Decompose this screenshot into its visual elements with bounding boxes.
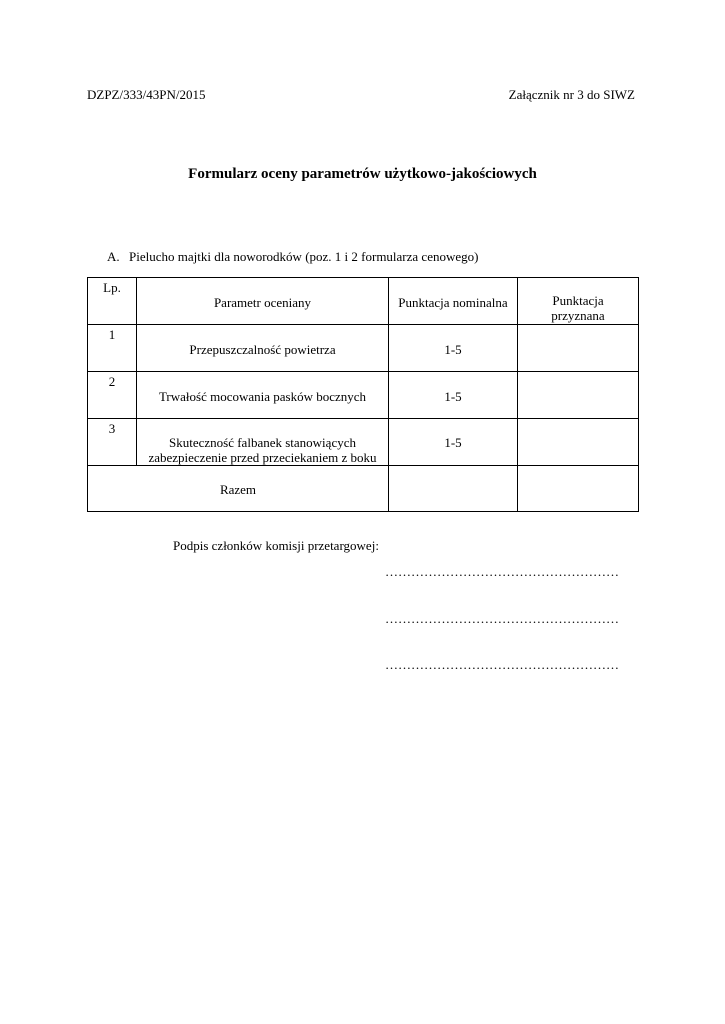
row-lp: 3 <box>88 419 137 466</box>
table-row <box>88 325 639 372</box>
total-nominal <box>389 466 518 512</box>
document-reference: DZPZ/333/43PN/2015 <box>87 87 206 102</box>
signature-line[interactable]: ……………………………………………… <box>385 564 619 579</box>
row-param: Skuteczność falbanek stanowiących zabezpieczenie przed przeciekaniem z boku <box>137 419 389 466</box>
header-nominal: Punktacja nominalna <box>389 278 518 325</box>
signature-label: Podpis członków komisji przetargowej: <box>173 538 379 553</box>
row-nominal: 1-5 <box>389 325 518 372</box>
row-nominal: 1-5 <box>389 419 518 466</box>
total-label: Razem <box>88 466 389 512</box>
row-param: Trwałość mocowania pasków bocznych <box>137 372 389 419</box>
header-param: Parametr oceniany <box>137 278 389 325</box>
header-awarded: Punktacja przyznana <box>518 278 639 325</box>
table-row <box>88 372 639 419</box>
page-title: Formularz oceny parametrów użytkowo-jakościowych <box>188 166 537 182</box>
table-header-row <box>88 278 639 325</box>
row-lp: 1 <box>88 325 137 372</box>
evaluation-table <box>87 277 639 512</box>
section-marker: A. <box>107 249 120 264</box>
total-awarded[interactable] <box>518 466 639 512</box>
signature-line[interactable]: ……………………………………………… <box>385 611 619 626</box>
row-awarded[interactable] <box>518 419 639 466</box>
section-heading <box>107 249 478 265</box>
row-nominal: 1-5 <box>389 372 518 419</box>
row-awarded[interactable] <box>518 372 639 419</box>
table-total-row <box>88 466 639 512</box>
signature-line[interactable]: ……………………………………………… <box>385 657 619 672</box>
row-lp: 2 <box>88 372 137 419</box>
table-row <box>88 419 639 466</box>
attachment-label: Załącznik nr 3 do SIWZ <box>508 87 635 102</box>
row-awarded[interactable] <box>518 325 639 372</box>
row-param: Przepuszczalność powietrza <box>137 325 389 372</box>
header-lp: Lp. <box>88 278 137 325</box>
section-text: Pielucho majtki dla noworodków (poz. 1 i 2 formularza cenowego) <box>129 249 479 264</box>
